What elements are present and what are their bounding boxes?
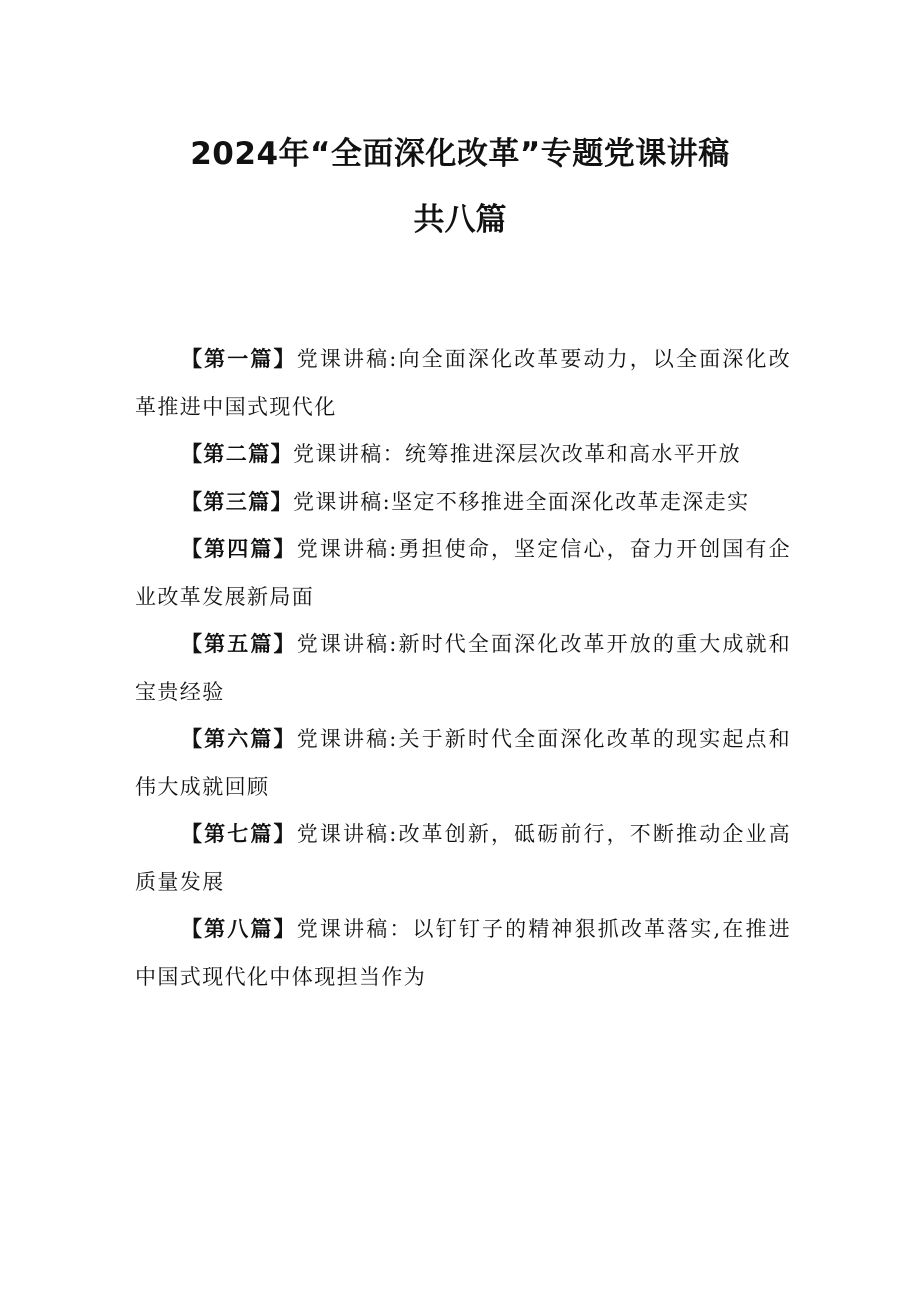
toc-item-7 [135, 811, 791, 906]
toc-item-8 [135, 906, 791, 1001]
toc-item-4 [135, 526, 791, 621]
toc-item-text: 党课讲稿:勇担使命，坚定信心，奋力开创国有企业改革发展新局面 [135, 537, 792, 609]
toc-item-6 [135, 716, 791, 811]
toc-item-text: 党课讲稿:改革创新，砥砺前行，不断推动企业高质量发展 [135, 822, 792, 894]
toc-item-label: 【第三篇】 [181, 489, 293, 514]
toc-item-text: 党课讲稿：统筹推进深层次改革和高水平开放 [293, 442, 741, 466]
toc-item-text: 党课讲稿：以钉钉子的精神狠抓改革落实,在推进中国式现代化中体现担当作为 [135, 917, 792, 989]
toc-item-5 [135, 621, 791, 716]
document-title: 2024年“全面深化改革”专题党课讲稿 [190, 136, 730, 172]
toc-item-3 [135, 479, 791, 527]
toc-item-label: 【第七篇】 [181, 822, 297, 846]
toc-item-text: 党课讲稿:新时代全面深化改革开放的重大成就和宝贵经验 [135, 632, 792, 704]
toc-item-text: 党课讲稿:向全面深化改革要动力，以全面深化改革推进中国式现代化 [135, 347, 792, 419]
toc-item-label: 【第二篇】 [181, 442, 293, 466]
toc-item-label: 【第一篇】 [181, 347, 297, 371]
toc-item-2 [135, 431, 791, 479]
toc-item-text: 党课讲稿:关于新时代全面深化改革的现实起点和伟大成就回顾 [135, 727, 792, 799]
table-of-contents [135, 336, 791, 1001]
toc-item-label: 【第六篇】 [181, 727, 297, 751]
toc-item-text: 党课讲稿:坚定不移推进全面深化改革走深走实 [293, 489, 750, 514]
toc-item-label: 【第五篇】 [181, 632, 297, 656]
toc-item-label: 【第四篇】 [181, 537, 297, 561]
document-subtitle: 共八篇 [413, 202, 507, 238]
toc-item-1 [135, 336, 791, 431]
toc-item-label: 【第八篇】 [181, 917, 297, 941]
